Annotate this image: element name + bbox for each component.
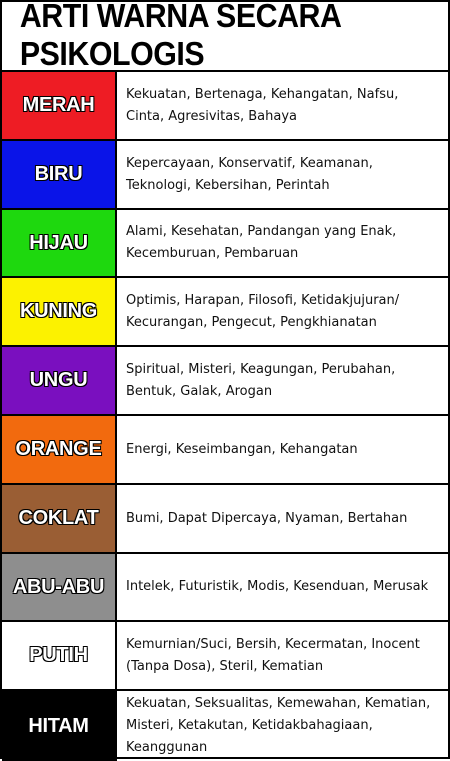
color-meaning: Kekuatan, Bertenaga, Kehangatan, Nafsu, Cinta, Agresivitas, Bahaya: [126, 86, 399, 124]
row-ungu: [2, 347, 448, 416]
row-merah: [2, 72, 448, 141]
color-swatch: HIJAU: [2, 210, 117, 276]
row-kuning: [2, 278, 448, 347]
color-meaning: Kekuatan, Seksualitas, Kemewahan, Kematian, Misteri, Ketakutan, Ketidakbahagiaan, Keanggunan: [126, 696, 431, 755]
color-swatch: ABU-ABU: [2, 554, 117, 620]
row-abu-abu: [2, 554, 448, 622]
color-swatch: HITAM: [2, 691, 117, 761]
color-swatch: BIRU: [2, 141, 117, 208]
color-meaning: Intelek, Futuristik, Modis, Kesenduan, Merusak: [126, 579, 429, 594]
color-meaning: Bumi, Dapat Dipercaya, Nyaman, Bertahan: [126, 510, 408, 526]
color-swatch: COKLAT: [2, 485, 117, 552]
row-hijau: [2, 210, 448, 278]
color-swatch: MERAH: [2, 72, 117, 139]
color-meaning: Energi, Keseimbangan, Kehangatan: [126, 441, 358, 457]
color-swatch: ORANGE: [2, 416, 117, 483]
color-meaning: Alami, Kesehatan, Pandangan yang Enak, Kecemburuan, Pembaruan: [126, 224, 397, 261]
color-meaning: Spiritual, Misteri, Keagungan, Perubahan, Bentuk, Galak, Arogan: [126, 361, 396, 399]
row-coklat: [2, 485, 448, 554]
color-meaning-table: [2, 70, 448, 759]
color-swatch: KUNING: [2, 278, 117, 345]
color-swatch: UNGU: [2, 347, 117, 414]
row-orange: [2, 416, 448, 485]
color-meaning: Kepercayaan, Konservatif, Keamanan, Teknologi, Kebersihan, Perintah: [126, 155, 373, 193]
color-meaning: Optimis, Harapan, Filosofi, Ketidakjujuran/ Kecurangan, Pengecut, Pengkhianatan: [126, 292, 400, 330]
row-biru: [2, 141, 448, 210]
color-meaning: Kemurnian/Suci, Bersih, Kecermatan, Inocent (Tanpa Dosa), Steril, Kematian: [126, 636, 420, 674]
row-putih: [2, 622, 448, 691]
row-hitam: [2, 691, 448, 761]
page-title: ARTI WARNA SECARA PSIKOLOGIS: [19, 0, 341, 72]
color-swatch: PUTIH: [2, 622, 117, 689]
